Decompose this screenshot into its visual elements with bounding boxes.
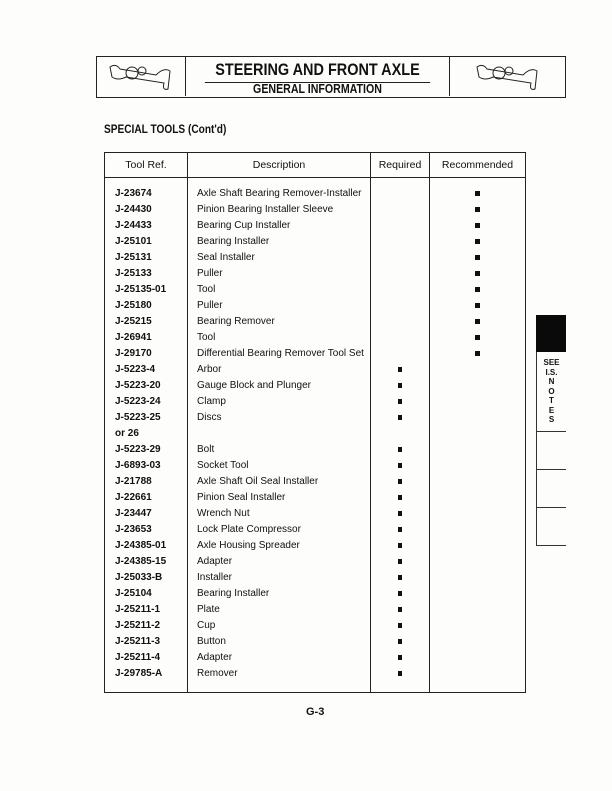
table-row bbox=[105, 282, 526, 298]
tool-description: Wrench Nut bbox=[188, 506, 371, 522]
tool-description: Plate bbox=[188, 602, 371, 618]
tool-ref: J-25211-4 bbox=[105, 650, 188, 666]
tool-description: Differential Bearing Remover Tool Set bbox=[188, 346, 371, 362]
tool-ref: J-25211-2 bbox=[105, 618, 188, 634]
required-mark-icon bbox=[398, 495, 403, 500]
recommended-cell bbox=[430, 666, 526, 693]
required-mark-icon bbox=[398, 399, 403, 404]
required-cell bbox=[371, 570, 430, 586]
tool-description: Lock Plate Compressor bbox=[188, 522, 371, 538]
required-cell bbox=[371, 602, 430, 618]
table-row bbox=[105, 330, 526, 346]
table-row bbox=[105, 538, 526, 554]
tool-ref: J-21788 bbox=[105, 474, 188, 490]
recommended-cell bbox=[430, 362, 526, 378]
tool-ref: J-23653 bbox=[105, 522, 188, 538]
tool-ref: J-25033-B bbox=[105, 570, 188, 586]
recommended-cell bbox=[430, 602, 526, 618]
tab-text: S bbox=[548, 415, 555, 424]
tool-description: Axle Shaft Bearing Remover-Installer bbox=[188, 178, 371, 203]
recommended-cell bbox=[430, 234, 526, 250]
page-number: G-3 bbox=[306, 706, 325, 718]
table-row bbox=[105, 458, 526, 474]
required-cell bbox=[371, 298, 430, 314]
tool-description: Bearing Installer bbox=[188, 586, 371, 602]
required-cell bbox=[371, 634, 430, 650]
required-cell bbox=[371, 394, 430, 410]
table-row bbox=[105, 522, 526, 538]
tool-description: Seal Installer bbox=[188, 250, 371, 266]
table-row bbox=[105, 666, 526, 693]
recommended-mark-icon bbox=[475, 191, 480, 196]
recommended-mark-icon bbox=[475, 255, 480, 260]
tool-ref: J-25180 bbox=[105, 298, 188, 314]
axle-logo-icon bbox=[449, 57, 565, 96]
required-mark-icon bbox=[398, 623, 403, 628]
tool-ref: J-6893-03 bbox=[105, 458, 188, 474]
column-header-description: Description bbox=[188, 153, 371, 178]
recommended-cell bbox=[430, 250, 526, 266]
required-mark-icon bbox=[398, 463, 403, 468]
recommended-cell bbox=[430, 218, 526, 234]
tool-ref: J-5223-29 bbox=[105, 442, 188, 458]
tool-description: Cup bbox=[188, 618, 371, 634]
table-row bbox=[105, 178, 526, 203]
tool-description: Bolt bbox=[188, 442, 371, 458]
tool-description: Bearing Cup Installer bbox=[188, 218, 371, 234]
table-row bbox=[105, 490, 526, 506]
table-row bbox=[105, 506, 526, 522]
required-mark-icon bbox=[398, 655, 403, 660]
table-row bbox=[105, 266, 526, 282]
tool-description: Gauge Block and Plunger bbox=[188, 378, 371, 394]
recommended-cell bbox=[430, 378, 526, 394]
recommended-cell bbox=[430, 522, 526, 538]
recommended-cell bbox=[430, 178, 526, 203]
recommended-cell bbox=[430, 506, 526, 522]
recommended-mark-icon bbox=[475, 207, 480, 212]
page-title: STEERING AND FRONT AXLE bbox=[205, 57, 430, 83]
required-cell bbox=[371, 282, 430, 298]
required-cell bbox=[371, 666, 430, 693]
table-row bbox=[105, 362, 526, 378]
side-tab bbox=[536, 315, 566, 546]
required-cell bbox=[371, 330, 430, 346]
tab-text: T bbox=[549, 396, 554, 405]
recommended-cell bbox=[430, 586, 526, 602]
tool-description: Axle Shaft Oil Seal Installer bbox=[188, 474, 371, 490]
table-row bbox=[105, 442, 526, 458]
tool-description: Axle Housing Spreader bbox=[188, 538, 371, 554]
recommended-cell bbox=[430, 570, 526, 586]
tab-blank bbox=[536, 470, 566, 508]
tab-blank bbox=[536, 508, 566, 546]
see-is-notes-tab bbox=[536, 352, 566, 432]
table-row bbox=[105, 394, 526, 410]
page-header bbox=[96, 56, 566, 98]
tool-description: Pinion Seal Installer bbox=[188, 490, 371, 506]
recommended-cell bbox=[430, 410, 526, 442]
required-mark-icon bbox=[398, 559, 403, 564]
section-title: SPECIAL TOOLS (Cont'd) bbox=[104, 124, 227, 136]
tool-ref: J-24385-15 bbox=[105, 554, 188, 570]
table-row bbox=[105, 554, 526, 570]
tool-ref: J-26941 bbox=[105, 330, 188, 346]
required-cell bbox=[371, 586, 430, 602]
recommended-cell bbox=[430, 330, 526, 346]
tab-text: O bbox=[548, 386, 555, 396]
table-row bbox=[105, 618, 526, 634]
required-cell bbox=[371, 538, 430, 554]
tool-ref: J-25101 bbox=[105, 234, 188, 250]
tab-text: N bbox=[548, 377, 555, 386]
tool-ref: J-5223-25 or 26 bbox=[105, 410, 188, 442]
required-mark-icon bbox=[398, 479, 403, 484]
required-cell bbox=[371, 474, 430, 490]
tool-description: Bearing Remover bbox=[188, 314, 371, 330]
required-cell bbox=[371, 218, 430, 234]
recommended-cell bbox=[430, 314, 526, 330]
required-cell bbox=[371, 458, 430, 474]
tool-description: Tool bbox=[188, 282, 371, 298]
recommended-cell bbox=[430, 490, 526, 506]
tool-ref: J-29170 bbox=[105, 346, 188, 362]
tool-ref: J-25104 bbox=[105, 586, 188, 602]
tool-description: Clamp bbox=[188, 394, 371, 410]
required-mark-icon bbox=[398, 639, 403, 644]
required-mark-icon bbox=[398, 671, 403, 676]
required-cell bbox=[371, 202, 430, 218]
tool-ref: J-25135-01 bbox=[105, 282, 188, 298]
recommended-cell bbox=[430, 282, 526, 298]
tool-description: Pinion Bearing Installer Sleeve bbox=[188, 202, 371, 218]
recommended-mark-icon bbox=[475, 303, 480, 308]
tool-ref: J-25131 bbox=[105, 250, 188, 266]
table-row bbox=[105, 250, 526, 266]
table-row bbox=[105, 298, 526, 314]
recommended-mark-icon bbox=[475, 319, 480, 324]
required-mark-icon bbox=[398, 543, 403, 548]
tool-ref: J-23447 bbox=[105, 506, 188, 522]
table-row bbox=[105, 234, 526, 250]
table-row bbox=[105, 570, 526, 586]
recommended-cell bbox=[430, 650, 526, 666]
tool-ref: J-24433 bbox=[105, 218, 188, 234]
tab-text: SEE bbox=[543, 358, 560, 367]
tool-ref: J-25133 bbox=[105, 266, 188, 282]
recommended-mark-icon bbox=[475, 271, 480, 276]
tool-description: Puller bbox=[188, 266, 371, 282]
recommended-cell bbox=[430, 634, 526, 650]
required-cell bbox=[371, 554, 430, 570]
tab-marker bbox=[536, 315, 566, 352]
required-cell bbox=[371, 442, 430, 458]
required-cell bbox=[371, 234, 430, 250]
recommended-cell bbox=[430, 394, 526, 410]
recommended-cell bbox=[430, 346, 526, 362]
required-cell bbox=[371, 522, 430, 538]
recommended-cell bbox=[430, 538, 526, 554]
tool-description: Bearing Installer bbox=[188, 234, 371, 250]
required-cell bbox=[371, 490, 430, 506]
axle-logo-icon bbox=[97, 57, 186, 96]
tool-description: Tool bbox=[188, 330, 371, 346]
tool-description: Discs bbox=[188, 410, 371, 442]
required-mark-icon bbox=[398, 591, 403, 596]
recommended-cell bbox=[430, 442, 526, 458]
required-cell bbox=[371, 314, 430, 330]
tool-ref: J-25211-1 bbox=[105, 602, 188, 618]
tool-description: Socket Tool bbox=[188, 458, 371, 474]
required-mark-icon bbox=[398, 383, 403, 388]
tool-description: Arbor bbox=[188, 362, 371, 378]
recommended-cell bbox=[430, 266, 526, 282]
table-row bbox=[105, 410, 526, 442]
tool-description: Adapter bbox=[188, 554, 371, 570]
required-mark-icon bbox=[398, 607, 403, 612]
required-mark-icon bbox=[398, 527, 403, 532]
tool-ref: J-24385-01 bbox=[105, 538, 188, 554]
table-row bbox=[105, 650, 526, 666]
table-row bbox=[105, 314, 526, 330]
tool-description: Puller bbox=[188, 298, 371, 314]
recommended-mark-icon bbox=[475, 287, 480, 292]
tool-description: Installer bbox=[188, 570, 371, 586]
tool-ref: J-24430 bbox=[105, 202, 188, 218]
tool-description: Remover bbox=[188, 666, 371, 693]
table-row bbox=[105, 378, 526, 394]
required-cell bbox=[371, 410, 430, 442]
recommended-cell bbox=[430, 458, 526, 474]
column-header-recommended: Recommended bbox=[430, 153, 526, 178]
tool-ref: J-5223-20 bbox=[105, 378, 188, 394]
table-row bbox=[105, 202, 526, 218]
required-mark-icon bbox=[398, 415, 403, 420]
required-mark-icon bbox=[398, 511, 403, 516]
required-cell bbox=[371, 266, 430, 282]
tool-description: Button bbox=[188, 634, 371, 650]
required-cell bbox=[371, 178, 430, 203]
table-row bbox=[105, 634, 526, 650]
table-row bbox=[105, 346, 526, 362]
table-row bbox=[105, 586, 526, 602]
required-cell bbox=[371, 250, 430, 266]
recommended-cell bbox=[430, 618, 526, 634]
recommended-cell bbox=[430, 202, 526, 218]
tool-ref: J-25211-3 bbox=[105, 634, 188, 650]
required-cell bbox=[371, 506, 430, 522]
required-cell bbox=[371, 362, 430, 378]
recommended-mark-icon bbox=[475, 335, 480, 340]
recommended-mark-icon bbox=[475, 239, 480, 244]
recommended-cell bbox=[430, 298, 526, 314]
table-row bbox=[105, 602, 526, 618]
required-mark-icon bbox=[398, 575, 403, 580]
recommended-cell bbox=[430, 474, 526, 490]
special-tools-table bbox=[104, 152, 526, 693]
tab-text: E bbox=[548, 405, 555, 415]
tool-ref: J-25215 bbox=[105, 314, 188, 330]
page-subtitle: GENERAL INFORMATION bbox=[253, 82, 382, 96]
recommended-cell bbox=[430, 554, 526, 570]
required-mark-icon bbox=[398, 367, 403, 372]
tool-description: Adapter bbox=[188, 650, 371, 666]
tab-blank bbox=[536, 432, 566, 470]
tool-ref: J-5223-4 bbox=[105, 362, 188, 378]
recommended-mark-icon bbox=[475, 351, 480, 356]
table-row bbox=[105, 218, 526, 234]
column-header-tool-ref: Tool Ref. bbox=[105, 153, 188, 178]
column-header-required: Required bbox=[371, 153, 430, 178]
tool-ref: J-23674 bbox=[105, 178, 188, 203]
tool-ref: J-22661 bbox=[105, 490, 188, 506]
recommended-mark-icon bbox=[475, 223, 480, 228]
tool-ref: J-29785-A bbox=[105, 666, 188, 693]
required-mark-icon bbox=[398, 447, 403, 452]
tool-ref: J-5223-24 bbox=[105, 394, 188, 410]
tab-text: I.S. bbox=[545, 367, 558, 377]
required-cell bbox=[371, 378, 430, 394]
required-cell bbox=[371, 650, 430, 666]
required-cell bbox=[371, 346, 430, 362]
table-row bbox=[105, 474, 526, 490]
required-cell bbox=[371, 618, 430, 634]
